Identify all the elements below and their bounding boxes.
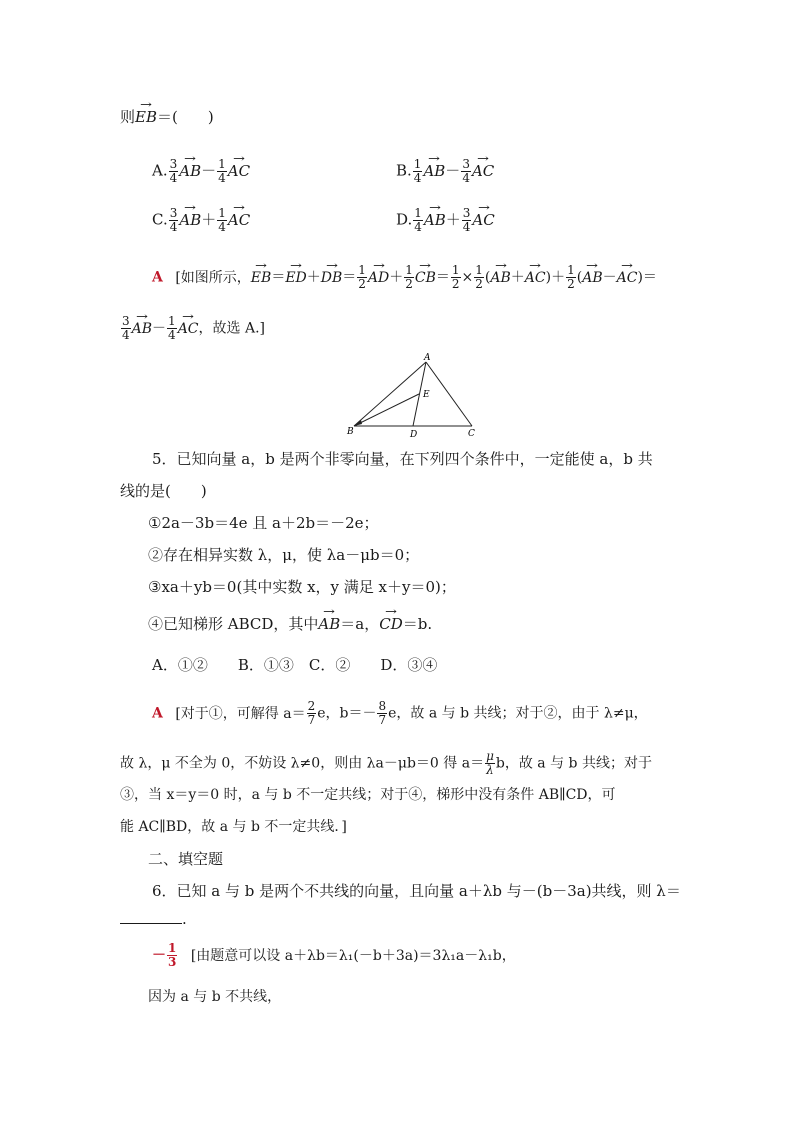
option-d[interactable]: D. $\frac{1}{4}$ → AB＋ $\frac{3}{4}$ → AC <box>396 207 495 234</box>
q4-stem: 则→ EB＝( ) <box>120 110 214 125</box>
answer-badge: A <box>152 269 163 286</box>
option-a[interactable]: A. $\frac{3}{4}$ → AB－ $\frac{1}{4}$ → AC <box>152 158 250 185</box>
answer-badge: A <box>152 705 163 722</box>
q5-condition-3: ③xa＋yb＝0(其中实数 x，y 满足 x＋y＝0)； <box>148 578 456 596</box>
q5-solution-line3: ③，当 x＝y＝0 时，a 与 b 不一定共线；对于④，梯形中没有条件 AB∥CD，可 <box>120 787 616 803</box>
q5-solution-line4: 能 AC∥BD，故 a 与 b 不一定共线．] <box>120 819 347 835</box>
triangle-figure <box>340 350 490 442</box>
q5-stem-line2: 线的是( ) <box>120 482 207 500</box>
q4-solution-line1: A [如图所示，→ EB＝→ ED＋→ DB＝ $\frac{1}{2}$ → AD＋ $\frac{1}{2}$ → CB＝ $\frac{1}{2}$ × $\frac{1}{2}$ (→ AB＋→ AC)＋ $\frac{1}{2}$ (→ AB－→ AC)＝ <box>152 264 657 291</box>
label-C: C <box>468 429 475 439</box>
edge-EB <box>354 394 419 426</box>
arrow-head <box>354 420 362 426</box>
q4-solution-line2: $\frac{3}{4}$ → AB－ $\frac{1}{4}$ → AC，故选 A.] <box>120 315 265 342</box>
q6-solution-line2: 因为 a 与 b 不共线， <box>148 989 282 1005</box>
q5-solution-line2: 故 λ，μ 不全为 0，不妨设 λ≠0，则由 λa－μb＝0 得 a＝ $\frac{\mu}{\lambda}$ b，故 a 与 b 共线；对于 <box>120 749 652 777</box>
q5-stem-line1: 5．已知向量 a，b 是两个非零向量，在下列四个条件中，一定能使 a，b 共 <box>152 450 653 468</box>
answer-fraction: $\frac{1}{3}$ <box>168 941 177 969</box>
section-title: 二、填空题 <box>148 850 224 868</box>
q6-answer-blank[interactable]: . <box>120 912 187 927</box>
q5-condition-4: ④已知梯形 ABCD，其中→ AB＝a，→ CD＝b. <box>148 617 432 632</box>
q6-solution-line1: － $\frac{1}{3}$ [由题意可以设 a＋λb＝λ₁(－b＋3a)＝3λ₁a－λ₁b， <box>152 941 516 969</box>
label-B: B <box>347 427 354 437</box>
q5-condition-1: ①2a－3b＝4e 且 a＋2b＝－2e； <box>148 514 379 532</box>
label-A: A <box>424 353 431 363</box>
vector-EB: → EB <box>135 110 157 125</box>
label-D: D <box>410 430 418 440</box>
q6-stem: 6．已知 a 与 b 是两个不共线的向量，且向量 a＋λb 与－(b－3a)共线，则 λ＝ <box>152 882 681 900</box>
option-b[interactable]: B. $\frac{1}{4}$ → AB－ $\frac{3}{4}$ → AC <box>396 158 494 185</box>
edge-AC <box>426 362 472 426</box>
q5-solution-line1: A [对于①，可解得 a＝ $\frac{2}{7}$ e，b＝－ $\frac{8}{7}$ e，故 a 与 b 共线；对于②，由于 λ≠μ， <box>152 699 648 727</box>
option-c[interactable]: C. $\frac{3}{4}$ → AB＋ $\frac{1}{4}$ → AC <box>152 207 250 234</box>
label-E: E <box>423 390 430 400</box>
q5-condition-2: ②存在相异实数 λ，μ，使 λa－μb＝0； <box>148 546 420 564</box>
q5-choices[interactable]: A．①② B．①③ C．② D．③④ <box>152 656 438 674</box>
